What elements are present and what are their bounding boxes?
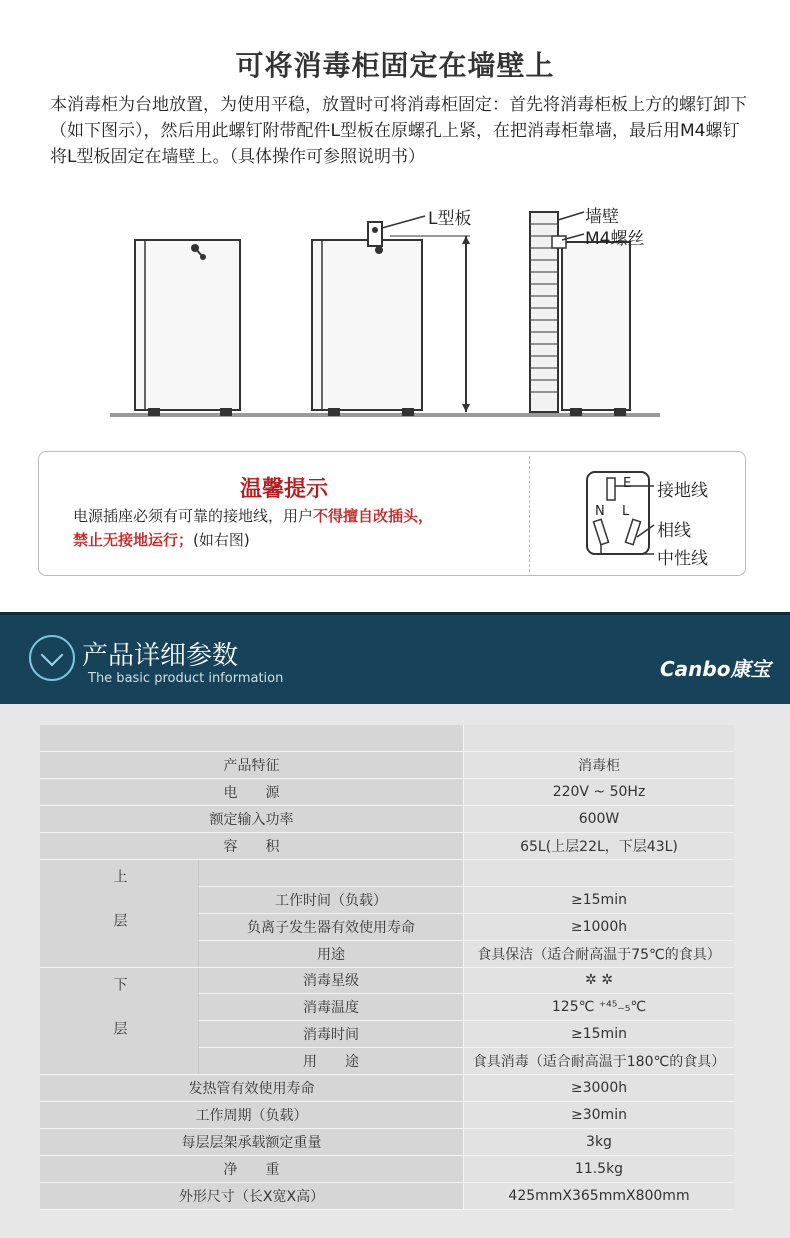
table-row: [40, 1128, 734, 1155]
spec-label: 产品特征: [40, 752, 464, 779]
spec-label: 外形尺寸（长X宽X高）: [40, 1182, 464, 1209]
tip-box: [38, 451, 746, 576]
spec-label: 工作周期（负载）: [40, 1101, 464, 1128]
spec-label: 工作时间（负载）: [199, 886, 464, 913]
spec-label: 用 途: [199, 1048, 464, 1075]
spec-subtitle: The basic product information: [88, 671, 284, 686]
tip-warning-2: 禁止无接地运行；: [73, 531, 194, 549]
table-row: [40, 1155, 734, 1182]
spec-label: 消毒星级: [199, 967, 464, 994]
spec-table: [40, 725, 734, 1210]
tip-text-part1: 电源插座必须有可靠的接地线，用户: [73, 507, 314, 525]
brand-logo: Canbo康宝: [660, 657, 771, 681]
spec-label: 电 源: [40, 779, 464, 806]
spec-label: 额定输入功率: [40, 806, 464, 833]
spec-value: ≥30min: [464, 1101, 735, 1128]
spec-value: 65L(上层22L，下层43L): [464, 833, 735, 860]
table-row: [40, 967, 734, 994]
plug-e: E: [623, 476, 632, 491]
spec-label: 消毒温度: [199, 994, 464, 1021]
table-row: [40, 779, 734, 806]
table-row: [40, 725, 734, 752]
spec-value: 11.5kg: [464, 1155, 735, 1182]
ground-wire-label: 接地线: [657, 481, 708, 501]
tip-title: 温馨提示: [239, 477, 328, 502]
screw-label: M4螺丝: [585, 229, 645, 249]
spec-header-band: [0, 612, 790, 704]
spec-value: 食具保洁（适合耐高温于75℃的食具）: [464, 940, 735, 967]
spec-label: 每层层架承载额定重量: [40, 1128, 464, 1155]
table-row: [40, 859, 734, 886]
spec-value: ≥1000h: [464, 913, 735, 940]
upper-layer-group: 上层: [40, 859, 199, 967]
spec-label: 消毒时间: [199, 1021, 464, 1048]
plug-l: L: [622, 504, 630, 519]
spec-label: 容 积: [40, 833, 464, 860]
spec-value: [464, 859, 735, 886]
lower-layer-group: 下层: [40, 967, 199, 1075]
spec-value: 600W: [464, 806, 735, 833]
table-row: [40, 806, 734, 833]
table-row: [40, 833, 734, 860]
spec-label: 发热管有效使用寿命: [40, 1075, 464, 1102]
table-row: [40, 1182, 734, 1209]
spec-value: ✲ ✲: [464, 967, 735, 994]
install-title: 可将消毒柜固定在墙壁上: [235, 49, 555, 82]
spec-value: 220V ~ 50Hz: [464, 779, 735, 806]
tip-warning-1: 不得擅自改插头，: [313, 507, 434, 525]
phase-wire-label: 相线: [657, 521, 691, 541]
install-intro: 本消毒柜为台地放置，为使用平稳，放置时可将消毒柜固定：首先将消毒柜板上方的螺钉卸下（如下图示），然后用此螺钉附带配件L型板在原螺孔上紧，在把消毒柜靠墙，最后用M4螺钉将L型板固定在墙壁上。（具体操作可参照说明书）: [50, 95, 747, 167]
spec-value: ≥15min: [464, 886, 735, 913]
install-section: [0, 0, 790, 612]
plug-n: N: [595, 504, 605, 519]
spec-label: 负离子发生器有效使用寿命: [199, 913, 464, 940]
spec-value: 食具消毒（适合耐高温于180℃的食具）: [464, 1048, 735, 1075]
spec-value: 425mmX365mmX800mm: [464, 1182, 735, 1209]
table-row: [40, 752, 734, 779]
spec-label: 用途: [199, 940, 464, 967]
spec-value: 3kg: [464, 1128, 735, 1155]
tip-text: [73, 504, 523, 552]
tip-divider: [529, 456, 530, 572]
l-plate-label: L型板: [428, 209, 472, 229]
tip-text-part2: (如右图): [193, 531, 250, 549]
spec-value: ≥15min: [464, 1021, 735, 1048]
spec-value: 消毒柜: [464, 752, 735, 779]
wall-label: 墙壁: [585, 207, 619, 227]
spec-value: 125℃ ⁺⁴⁵₋₅℃: [464, 994, 735, 1021]
chevron-down-icon: [29, 635, 75, 681]
spec-label: 净 重: [40, 1155, 464, 1182]
table-row: [40, 1075, 734, 1102]
neutral-wire-label: 中性线: [657, 549, 708, 569]
spec-title: 产品详细参数: [82, 641, 239, 671]
spec-value: ≥3000h: [464, 1075, 735, 1102]
spec-label: [199, 859, 464, 886]
table-row: [40, 1101, 734, 1128]
